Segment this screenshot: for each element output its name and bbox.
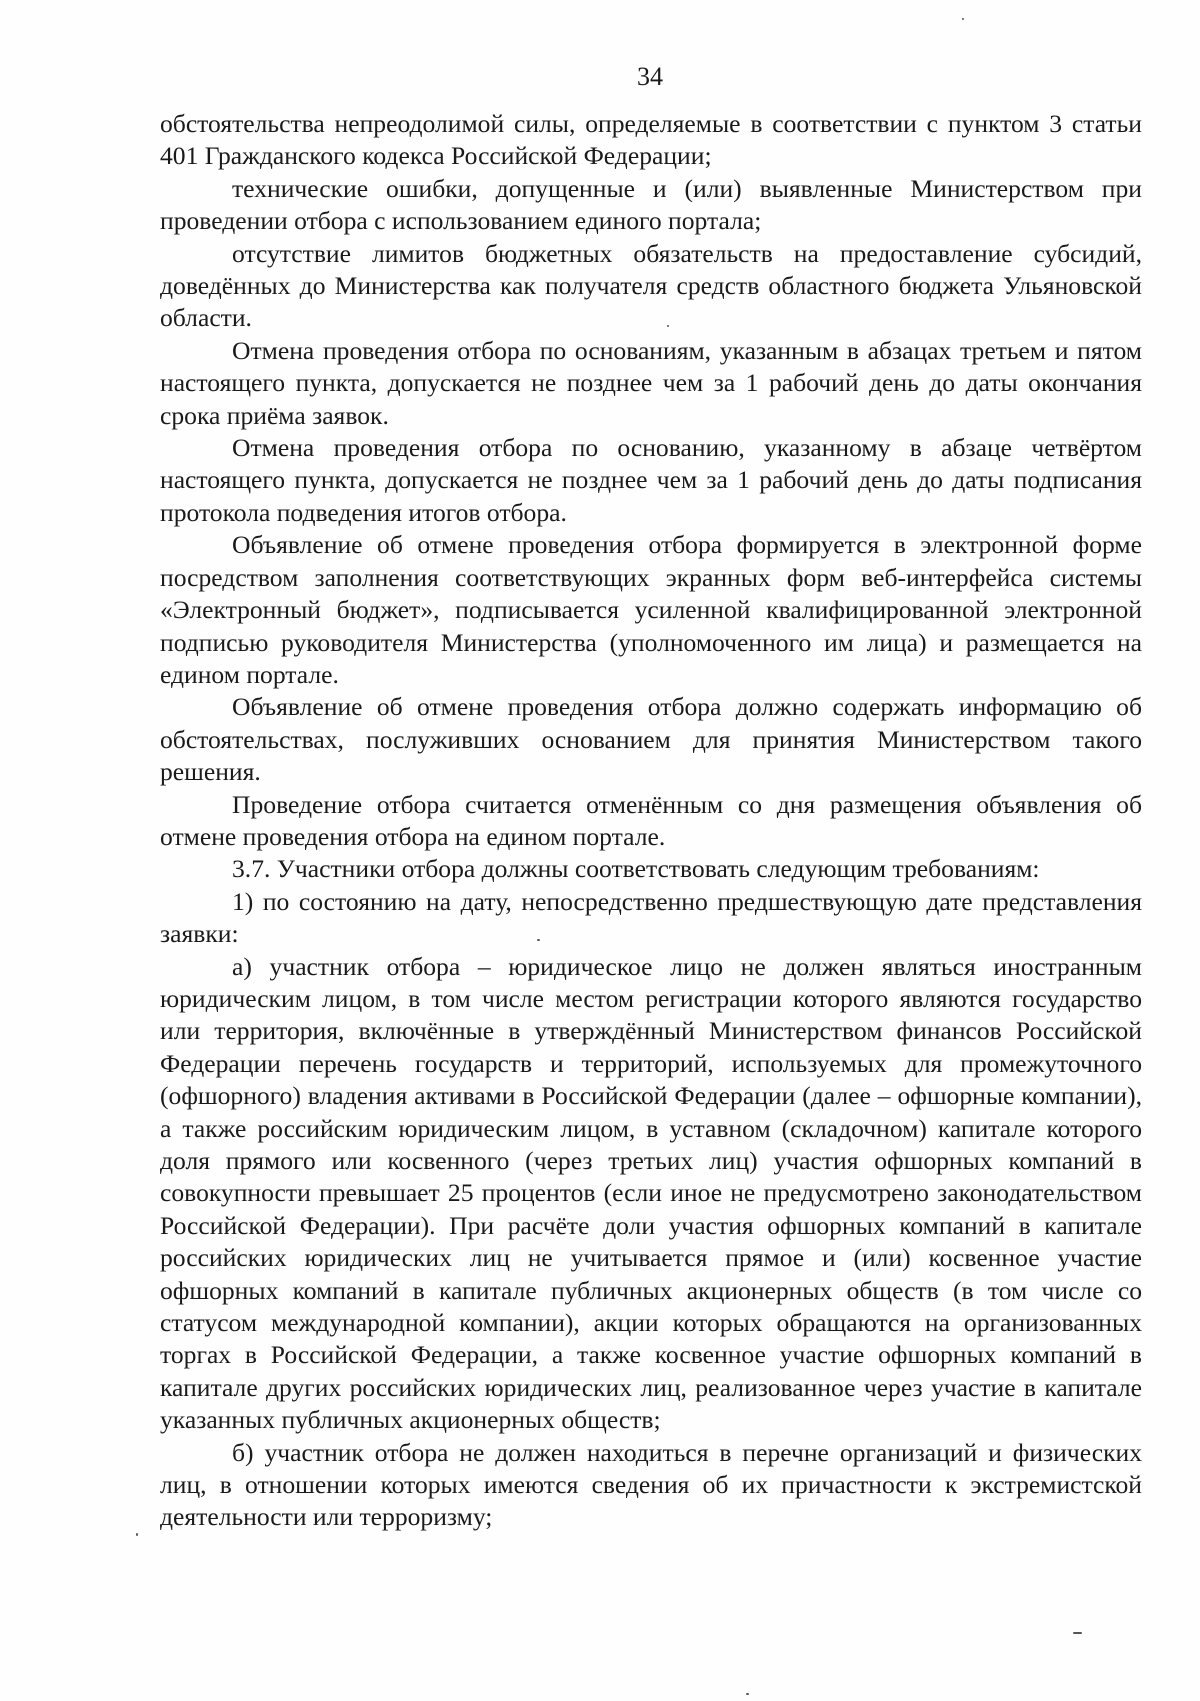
paragraph-cancellation-notice-content: Объявление об отмене проведения отбора должно содержать информацию об обстоятельствах, послуживших основанием для принятия Министерством такого решения. bbox=[160, 692, 1142, 787]
scan-speck bbox=[136, 1533, 138, 1536]
paragraph-item-a: а) участник отбора – юридическое лицо не должен являться иностранным юридическим лицом, в том числе местом регистрации которого являются государство или территория, включённые в утверждённый Министерством финансов Российской Федерации перечень государств и территорий, используемых для промежуточного (офшорного) владения активами в Российской Федерации (далее – офшорные компании), а также российским юридическим лицом, в уставном (складочном) капитале которого доля прямого или косвенного (через третьих лиц) участия офшорных компаний в совокупности превышает 25 процентов (если иное не предусмотрено законодательством Российской Федерации). При расчёте доли участия офшорных компаний в капитале российских юридических лиц не учитывается прямое и (или) косвенное участие офшорных компаний в капитале публичных акционерных обществ (в том числе со статусом международной компании), акции которых обращаются на организованных торгах в Российской Федерации, а также косвенное участие офшорных компаний в капитале других российских юридических лиц, реализованное через участие в капитале указанных публичных акционерных обществ; bbox=[160, 951, 1142, 1435]
paragraph-cancellation-deadline-1: Отмена проведения отбора по основаниям, указанным в абзацах третьем и пятом настоящего пункта, допускается не позднее чем за 1 рабочий день до даты окончания срока приёма заявок. bbox=[160, 335, 1142, 430]
paragraph-cancellation-deadline-2: Отмена проведения отбора по основанию, указанному в абзаце четвёртом настоящего пункта, допускается не позднее чем за 1 рабочий день до даты подписания протокола подведения итогов отбора. bbox=[160, 433, 1142, 527]
scan-speck bbox=[1073, 1632, 1082, 1634]
scan-speck bbox=[667, 325, 669, 327]
page-number: 34 bbox=[637, 62, 663, 91]
document-body bbox=[160, 108, 1142, 1534]
paragraph-no-budget-limits: отсутствие лимитов бюджетных обязательств на предоставление субсидий, доведённых до Министерства как получателя средств областного бюджета Ульяновской области. bbox=[160, 238, 1142, 333]
paragraph-item-b: б) участник отбора не должен находиться в перечне организаций и физических лиц, в отношении которых имеются сведения об их причастности к экстремистской деятельности или терроризму; bbox=[160, 1437, 1142, 1532]
paragraph-section-3-7: 3.7. Участники отбора должны соответствовать следующим требованиям: bbox=[232, 854, 1040, 884]
scan-speck bbox=[537, 939, 540, 941]
scan-speck bbox=[962, 18, 964, 20]
paragraph-technical-errors: технические ошибки, допущенные и (или) выявленные Министерством при проведении отбора с использованием единого портала; bbox=[160, 173, 1142, 236]
paragraph-cancellation-effective: Проведение отбора считается отменённым со дня размещения объявления об отмене проведения отбора на едином портале. bbox=[160, 789, 1142, 851]
scan-speck bbox=[746, 1693, 749, 1695]
paragraph-force-majeure-continuation: обстоятельства непреодолимой силы, определяемые в соответствии с пунктом 3 статьи 401 Гражданского кодекса Российской Федерации; bbox=[160, 109, 1142, 171]
paragraph-item-1: 1) по состоянию на дату, непосредственно предшествующую дате представления заявки: bbox=[160, 886, 1142, 949]
paragraph-cancellation-notice-form: Объявление об отмене проведения отбора формируется в электронной форме посредством заполнения соответствующих экранных форм веб-интерфейса системы «Электронный бюджет», подписывается усиленной квалифицированной электронной подписью руководителя Министерства (уполномоченного им лица) и размещается на едином портале. bbox=[160, 530, 1142, 689]
